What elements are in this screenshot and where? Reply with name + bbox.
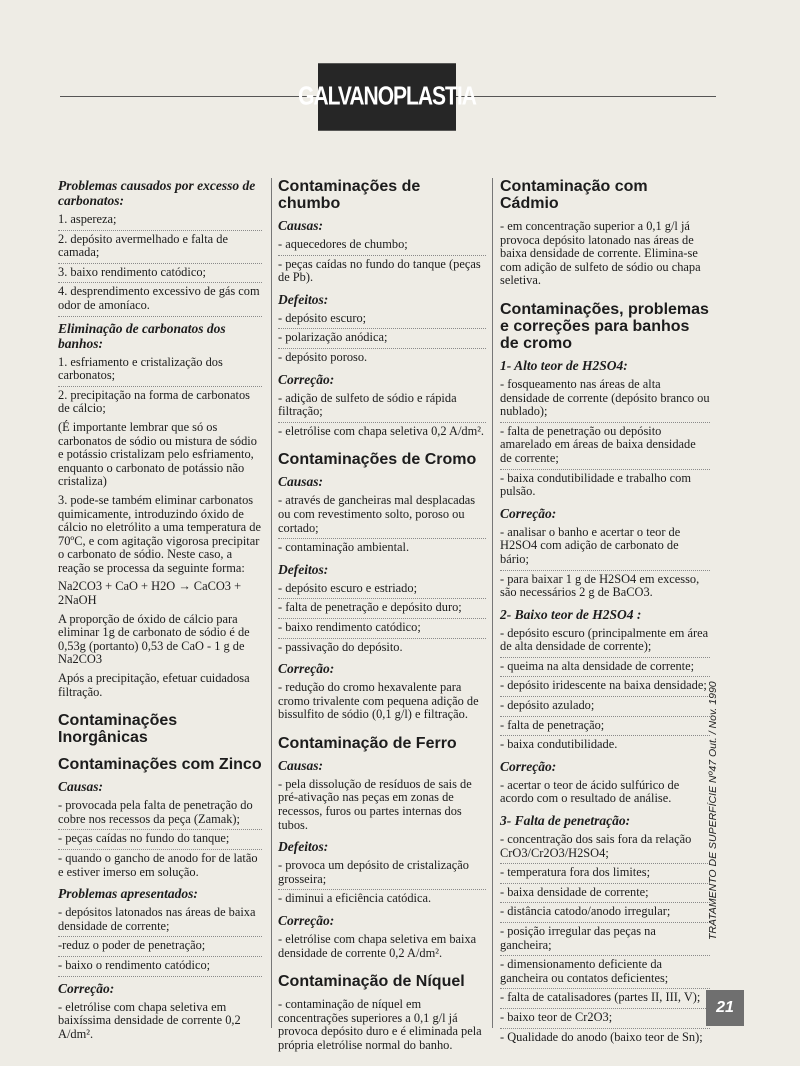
list-item: - temperatura fora dos limites;	[500, 864, 710, 884]
magazine-issue-label: TRATAMENTO DE SUPERFÍCIE Nº47 Out. / Nov. 1990	[707, 681, 719, 940]
heading-carbonate-removal: Eliminação de carbonatos dos banhos:	[58, 320, 226, 351]
list-item: - analisar o banho e acertar o teor de H2SO4 com adição de carbonato de bário;	[500, 524, 710, 571]
list-item: 1. aspereza;	[58, 211, 262, 231]
list-item: - provocada pela falta de penetração do cobre nos recessos da peça (Zamak);	[58, 797, 262, 830]
list-item: - em concentração superior a 0,1 g/l já provoca depósito latonado nas áreas de baixa densidade de corrente. Elimina-se com adição de sulfeto de sódio ou chapa seletiva.	[500, 219, 701, 288]
list-item: - contaminação de níquel em concentrações superiores a 0,1 g/l já provoca depósito duro e é eliminada pela própria eletrólise normal do banho.	[278, 997, 482, 1052]
page-number: 21	[706, 990, 744, 1026]
heading-inorganic: Contaminações Inorgânicas	[58, 712, 178, 747]
paragraph: A proporção de óxido de cálcio para eliminar 1g de carbonato de sódio é de 0,53g (portanto) 0,53 de CaO - 1 g de Na2CO3	[58, 611, 250, 667]
title-rule-left	[60, 96, 318, 97]
list-item: - aquecedores de chumbo;	[278, 236, 486, 256]
list-item: - baixa condutibilidade.	[500, 737, 618, 752]
subheading-causes: Causas:	[58, 779, 104, 795]
list-item: - distância catodo/anodo irregular;	[500, 903, 710, 923]
list-item: - contaminação ambiental.	[278, 540, 410, 555]
subheading-penetration: 3- Falta de penetração:	[500, 813, 631, 829]
column-2	[278, 178, 486, 1056]
list-item: - baixo rendimento catódico;	[278, 619, 486, 639]
list-item: 3. pode-se também eliminar carbonatos quimicamente, introduzindo óxido de cálcio no eletrólito a uma temperatura de 70ºC, e com agitação vigorosa precipitar o carbonato de sódio. Neste caso, a reação se processa da seguinte forma:	[58, 492, 261, 575]
list-item: - provoca um depósito de cristalização grosseira;	[278, 857, 486, 890]
list-item: - acertar o teor de ácido sulfúrico de acordo com o resultado de análise.	[500, 777, 680, 806]
heading-chromium: Contaminações de Cromo	[278, 451, 477, 469]
chemical-equation: Na2CO3 + CaO + H2O → CaCO3 + 2NaOH	[58, 579, 242, 608]
subheading-causes: Causas:	[278, 757, 324, 773]
list-item: - através de gancheiras mal desplacadas ou com revestimento solto, poroso ou cortado;	[278, 492, 486, 539]
subheading-causes: Causas:	[278, 474, 324, 490]
list-item: 2. depósito avermelhado e falta de camada;	[58, 231, 262, 264]
list-item: - dimensionamento deficiente da gancheira ou contatos deficientes;	[500, 956, 710, 989]
heading-iron: Contaminação de Ferro	[278, 734, 457, 752]
subheading-causes: Causas:	[278, 218, 324, 233]
heading-nickel: Contaminação de Níquel	[278, 973, 465, 991]
subheading-defects: Defeitos:	[278, 561, 329, 577]
paragraph: Após a precipitação, efetuar cuidadosa filtração.	[58, 671, 250, 699]
list-item: - baixa condutibilidade e trabalho com pulsão.	[500, 470, 691, 499]
subheading-defects: Defeitos:	[278, 839, 329, 855]
list-item: - depósito escuro (principalmente em área de alta densidade de corrente);	[500, 625, 710, 658]
list-item: -reduz o poder de penetração;	[58, 937, 262, 957]
list-item: 4. desprendimento excessivo de gás com odor de amoníaco.	[58, 283, 262, 316]
list-item: - eletrólise com chapa seletiva em baixa densidade de corrente 0,2 A/dm².	[278, 932, 477, 960]
heading-chrome-baths: Contaminações, problemas e correções para banhos de cromo	[500, 300, 709, 352]
list-item: - polarização anódica;	[278, 329, 486, 349]
column-3	[500, 178, 710, 1047]
list-item: - queima na alta densidade de corrente;	[500, 658, 710, 678]
subheading-problems: Problemas apresentados:	[58, 886, 198, 902]
list-item: - eletrólise com chapa seletiva em baixíssima densidade de corrente 0,2 A/dm².	[58, 999, 241, 1041]
list-item: - depósito iridescente na baixa densidade;	[500, 677, 710, 697]
subheading-defects: Defeitos:	[278, 291, 329, 307]
list-item: - depósito azulado;	[500, 697, 710, 717]
list-item: - depósitos latonados nas áreas de baixa densidade de corrente;	[58, 904, 262, 937]
list-item: - passivação do depósito.	[278, 639, 403, 654]
list-item: - falta de penetração ou depósito amarelado em áreas de baixa densidade de corrente;	[500, 423, 710, 470]
list-item: - diminui a eficiência catódica.	[278, 891, 432, 906]
subheading-correction: Correção:	[500, 758, 557, 774]
list-item: - falta de penetração;	[500, 717, 710, 737]
subheading-correction: Correção:	[278, 371, 335, 387]
title-rule-right	[456, 96, 716, 97]
list-item: - para baixar 1 g de H2SO4 em excesso, são necessários 2 g de BaCO3.	[500, 571, 700, 600]
section-title: GALVANOPLASTIA	[318, 63, 456, 131]
list-item: - falta de penetração e depósito duro;	[278, 599, 486, 619]
list-item: - depósito poroso.	[278, 349, 368, 364]
list-item: - depósito escuro e estriado;	[278, 580, 486, 600]
column-1	[58, 178, 262, 1044]
subheading-correction: Correção:	[500, 505, 557, 521]
list-item: - baixo o rendimento catódico;	[58, 957, 262, 977]
subheading-correction: Correção:	[278, 913, 335, 929]
list-item: - quando o gancho de anodo for de latão e estiver imerso em solução.	[58, 851, 258, 879]
subheading-high-h2so4: 1- Alto teor de H2SO4:	[500, 357, 628, 373]
heading-cadmium: Contaminação com Cádmio	[500, 178, 648, 212]
heading-carbonate-problems: Problemas causados por excesso de carbonatos:	[58, 178, 256, 208]
list-item: - pela dissolução de resíduos de sais de pré-ativação nas peças em zonas de recessos, furos ou partes internas dos tubos.	[278, 776, 472, 832]
subheading-correction: Correção:	[278, 661, 335, 677]
list-item: - redução do cromo hexavalente para cromo trivalente com pequena adição de bissulfito de sódio (0,1 g/l) e filtração.	[278, 680, 479, 722]
list-item: - adição de sulfeto de sódio e rápida filtração;	[278, 390, 486, 423]
note-paragraph: (É importante lembrar que só os carbonatos de sódio ou mistura de sódio e potássio cristalizam pelo esfriamento, enquanto o carbonato de potássio não cristaliza)	[58, 419, 257, 489]
column-divider	[271, 178, 272, 1028]
heading-zinc: Contaminações com Zinco	[58, 756, 262, 774]
list-item: - peças caídas no fundo do tanque;	[58, 830, 262, 850]
list-item: - eletrólise com chapa seletiva 0,2 A/dm².	[278, 423, 485, 438]
list-item: - fosqueamento nas áreas de alta densidade de corrente (depósito branco ou nublado);	[500, 376, 710, 423]
subheading-low-h2so4: 2- Baixo teor de H2SO4 :	[500, 606, 642, 622]
list-item: - baixo teor de Cr2O3;	[500, 1009, 710, 1029]
list-item: 3. baixo rendimento catódico;	[58, 264, 262, 284]
list-item: - Qualidade do anodo (baixo teor de Sn);	[500, 1029, 703, 1044]
list-item: - concentração dos sais fora da relação CrO3/Cr2O3/H2SO4;	[500, 831, 710, 864]
list-item: 2. precipitação na forma de carbonatos de cálcio;	[58, 387, 250, 416]
subheading-correction: Correção:	[58, 980, 115, 996]
list-item: 1. esfriamento e cristalização dos carbonatos;	[58, 354, 262, 387]
list-item: - posição irregular das peças na gancheira;	[500, 923, 710, 956]
column-divider	[492, 178, 493, 1028]
list-item: - peças caídas no fundo do tanque (peças de Pb).	[278, 256, 481, 285]
list-item: - falta de catalisadores (partes II, III, V);	[500, 989, 710, 1009]
list-item: - baixa densidade de corrente;	[500, 884, 710, 904]
heading-lead: Contaminações de chumbo	[278, 178, 421, 212]
list-item: - depósito escuro;	[278, 310, 486, 330]
